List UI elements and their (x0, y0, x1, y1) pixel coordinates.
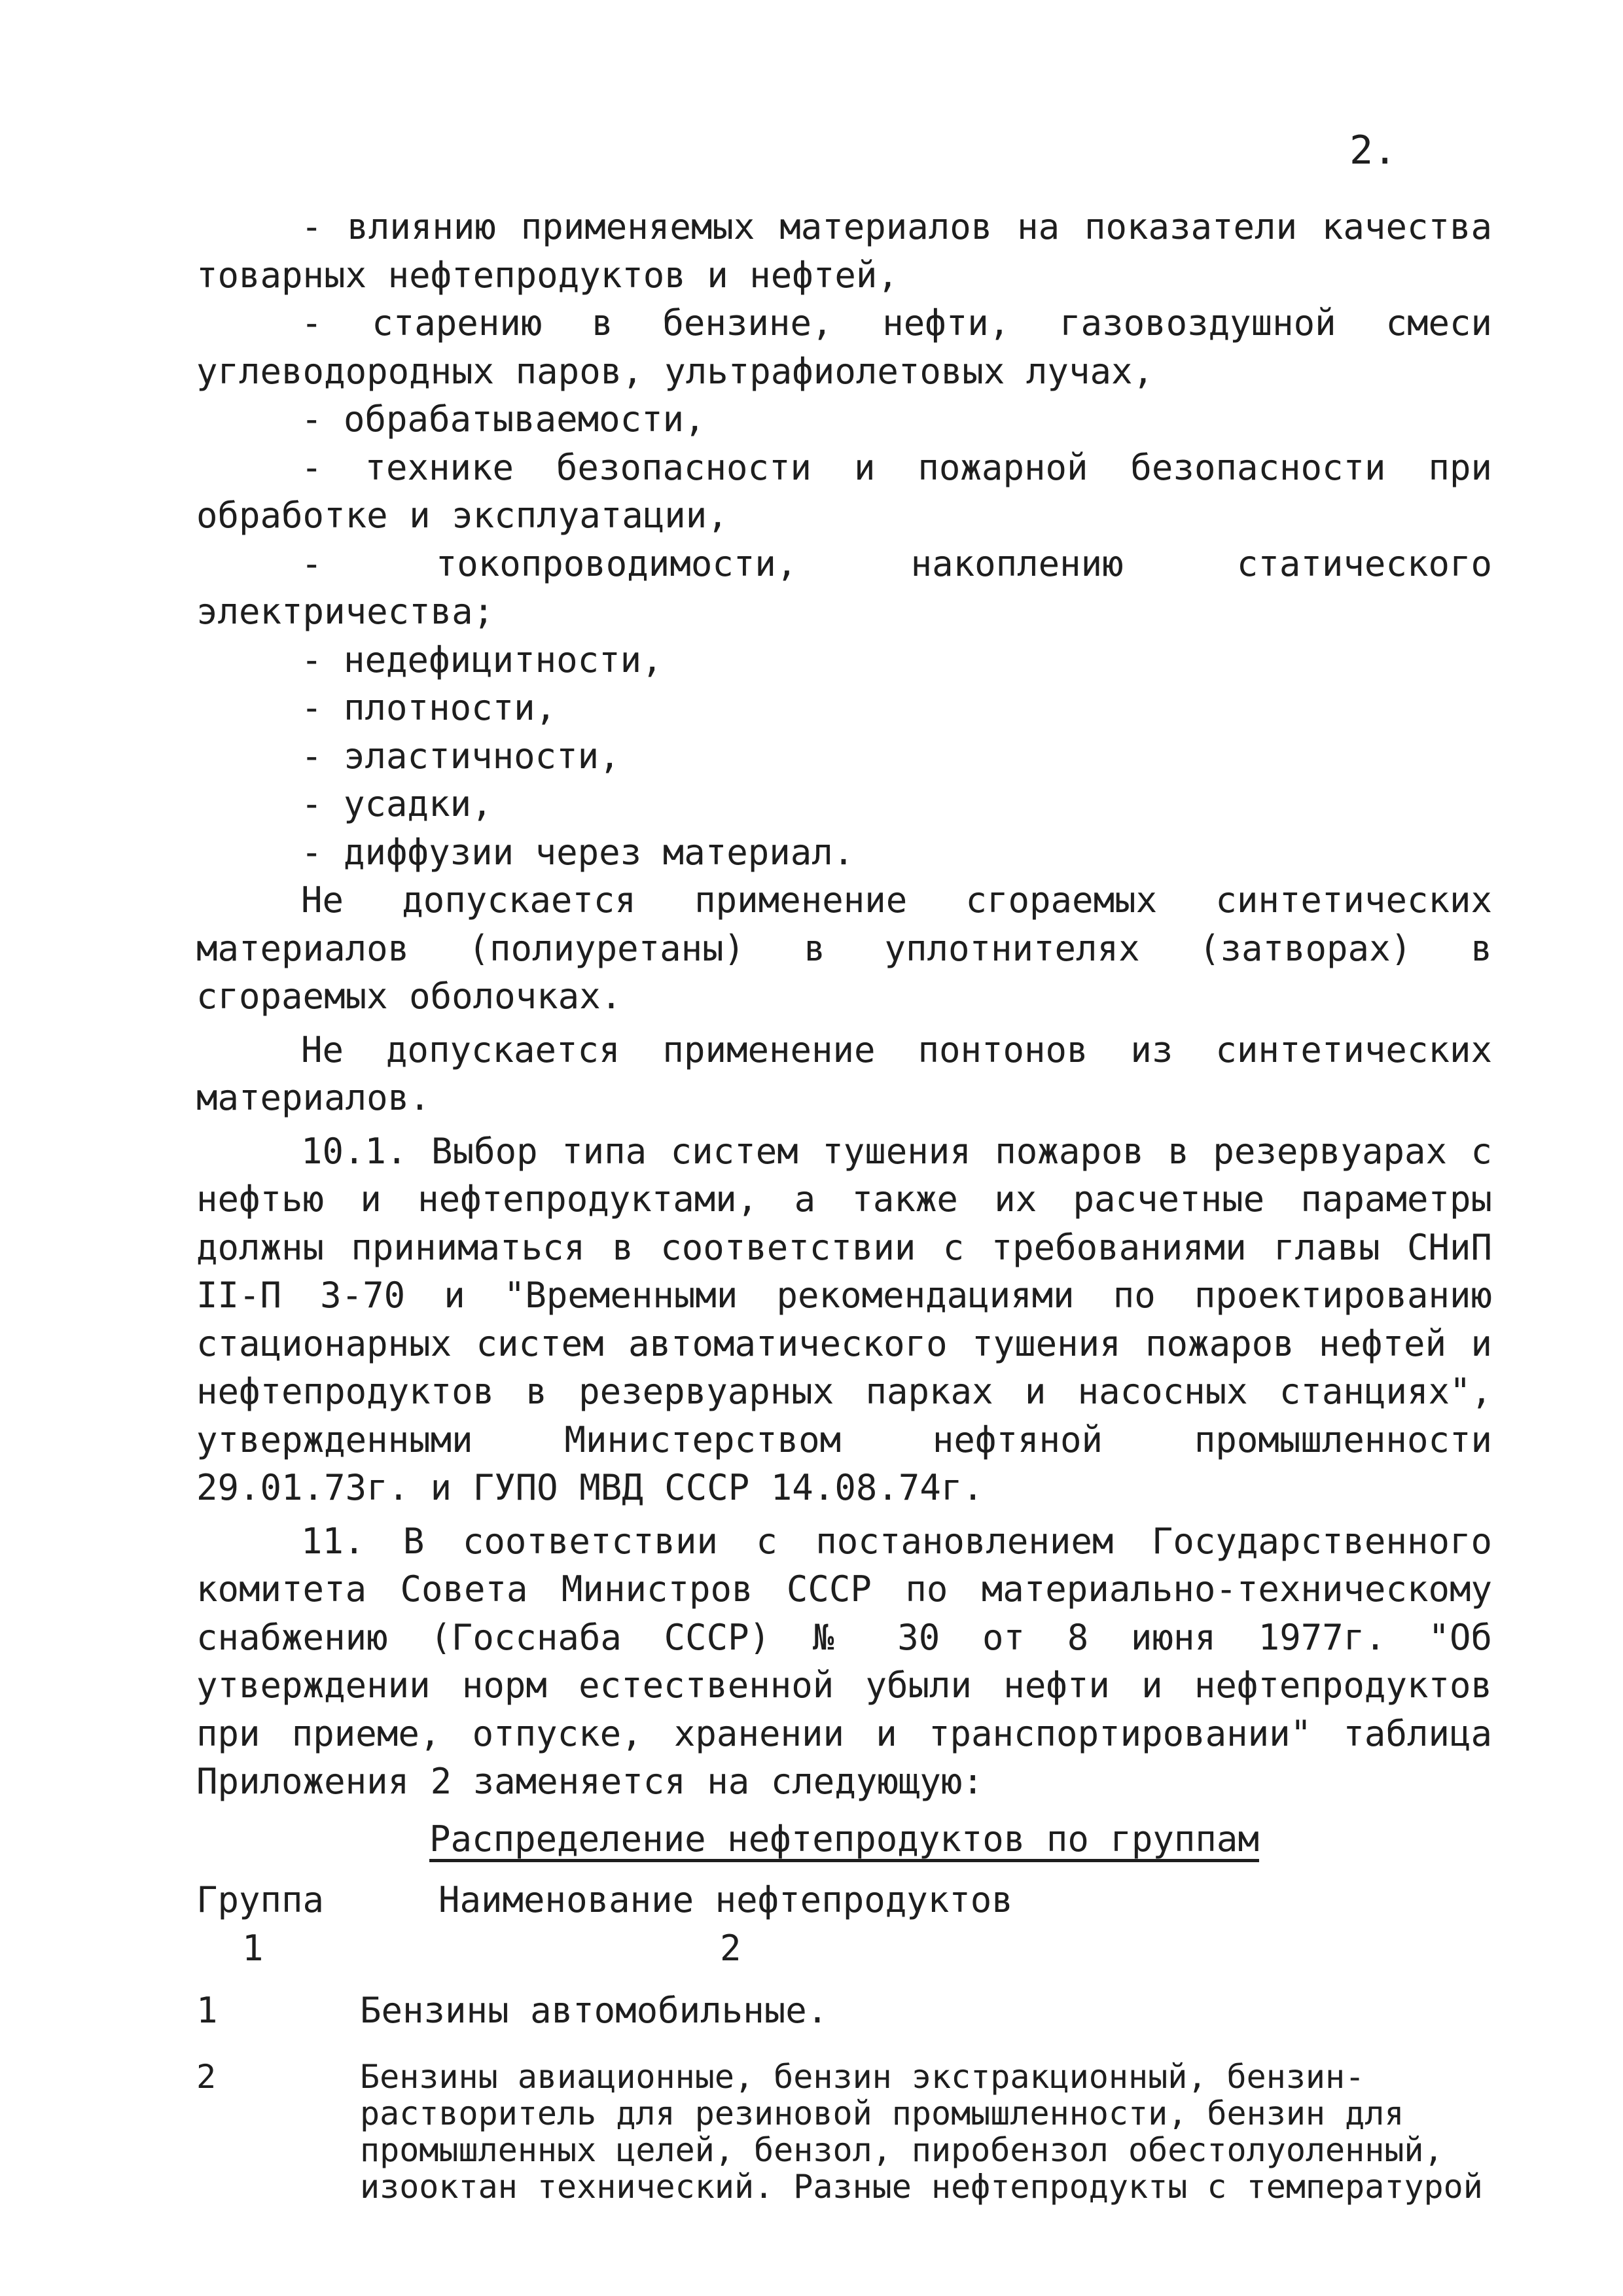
list-item: - токопроводимости, накоплению статического электричества; (196, 542, 1492, 632)
column-numbers (196, 1924, 1492, 1973)
paragraph: Не допускается применение сгораемых синтетических материалов (полиуретаны) в уплотнителях (затворах) в сгораемых оболочках. (196, 879, 1492, 1017)
list-item: - недефицитности, (301, 639, 663, 680)
table-title: Распределение нефтепродуктов по группам (429, 1818, 1259, 1860)
list-item: - диффузии через материал. (301, 831, 855, 873)
paragraph: 10.1. Выбор типа систем тушения пожаров в резервуарах с нефтью и нефтепродуктами, а также их расчетные параметры должны приниматься в соответствии с требованиями главы СНиП II-П 3-70 и "Временными рекомендациями по проектированию стационарных систем автоматического тушения пожаров нефтей и нефтепродуктов в резервуарных парках и насосных станциях", утвержденными Министерством нефтяной промышленности 29.01.73г. и ГУПО МВД СССР 14.08.74г. (196, 1130, 1492, 1508)
list-item: - плотности, (301, 687, 557, 728)
name-cell: Бензины авиационные, бензин экстракционный, бензин-растворитель для резиновой промышленности, бензин для промышленных целей, бензол, пиробензол обестолуоленный, изооктан технический. Разные нефтепродукты с температурой (360, 2057, 1483, 2206)
paragraph: Не допускается применение понтонов из синтетических материалов. (196, 1029, 1492, 1118)
table-header (196, 1876, 1492, 1924)
column-number: 2 (720, 1927, 741, 1969)
table-row (196, 2058, 1492, 2205)
paragraph: 11. В соответствии с постановлением Государственного комитета Совета Министров СССР по материально-техническому снабжению (Госснаба СССР) № 30 от 8 июня 1977г. "Об утверждении норм естественной убыли нефти и нефтепродуктов при приеме, отпуске, хранении и транспортировании" таблица Приложения 2 заменяется на следующую: (196, 1520, 1492, 1802)
list-item: - старению в бензине, нефти, газовоздушной смеси углеводородных паров, ультрафиолетовых лучах, (196, 302, 1492, 392)
list-item: - эластичности, (301, 735, 620, 777)
header-name: Наименование нефтепродуктов (438, 1879, 1013, 1920)
column-number: 1 (242, 1927, 264, 1969)
page-number: 2. (1349, 128, 1397, 173)
list-item: - влиянию применяемых материалов на показатели качества товарных нефтепродуктов и нефтей, (196, 206, 1492, 296)
list-item: - усадки, (301, 783, 493, 824)
list-item: - обрабатываемости, (301, 398, 705, 440)
group-cell: 1 (196, 1990, 218, 2031)
table-row (196, 1987, 1492, 2035)
document-body (196, 203, 1492, 2205)
groups-table (196, 1876, 1492, 2205)
group-cell: 2 (196, 2057, 217, 2096)
header-group: Группа (196, 1879, 325, 1920)
list-item: - технике безопасности и пожарной безопасности при обработке и эксплуатации, (196, 446, 1492, 536)
name-cell: Бензины автомобильные. (360, 1990, 829, 2031)
